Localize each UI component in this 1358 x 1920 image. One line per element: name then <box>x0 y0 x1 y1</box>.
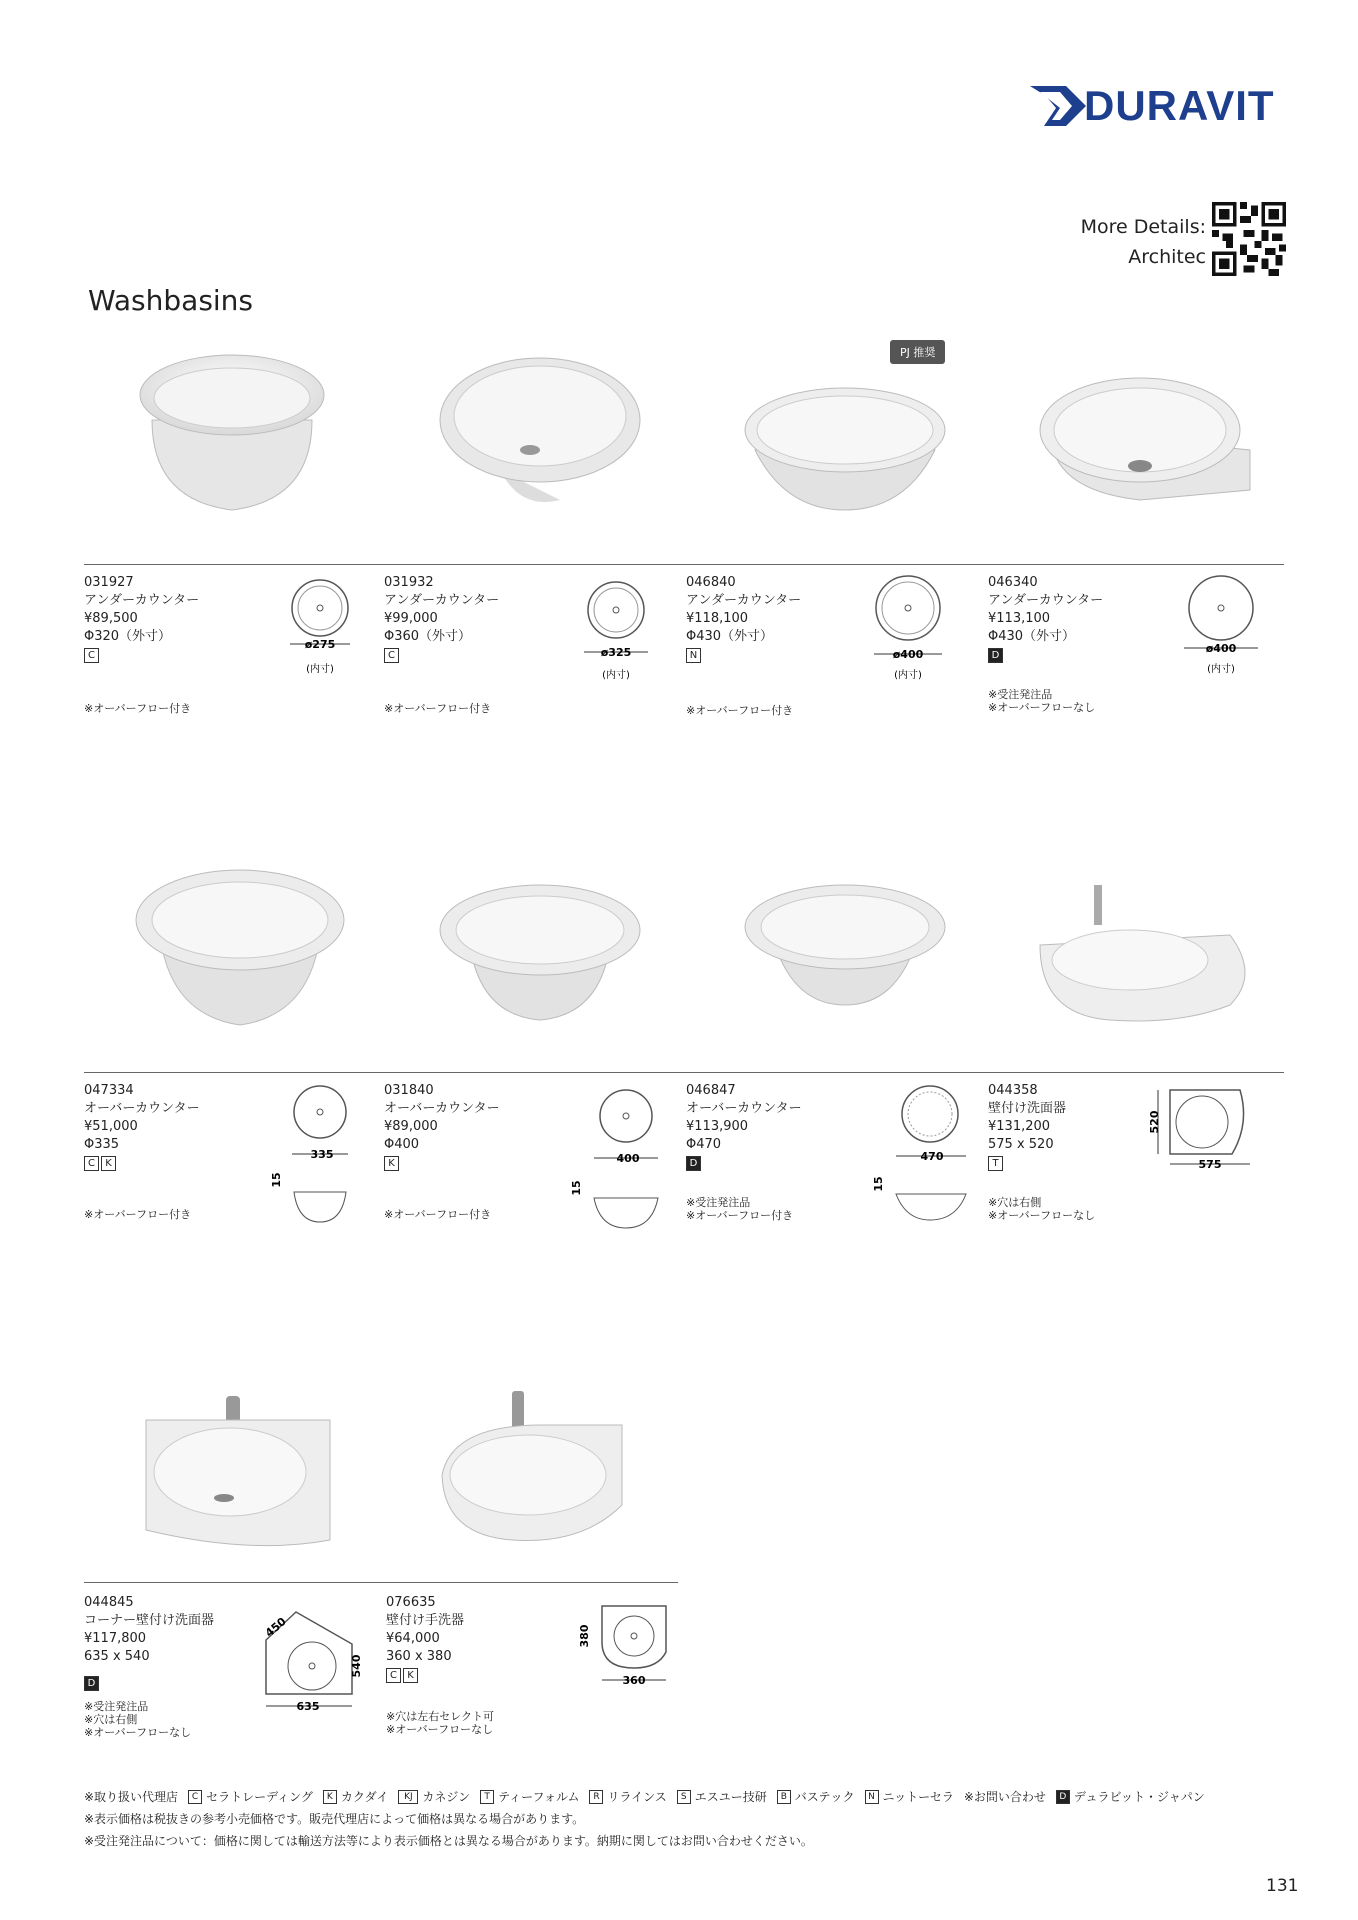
product-notes-046340 <box>988 688 1095 714</box>
product-notes-031840 <box>384 1208 491 1221</box>
dealer-tag: D <box>84 1676 99 1691</box>
product-price: ¥99,000 <box>384 611 438 626</box>
product-info-044358 <box>988 1082 1066 1171</box>
note: ※穴は右側 <box>988 1196 1042 1209</box>
product-price: ¥117,800 <box>84 1631 147 1646</box>
dimension-label: 335 <box>310 1148 334 1161</box>
product-info-046847 <box>686 1082 802 1171</box>
product-info-031932 <box>384 574 499 663</box>
note: ※受注発注品 <box>988 688 1053 701</box>
note: ※受注発注品 <box>84 1700 149 1713</box>
legend-item: C セラトレーディング <box>188 1786 313 1808</box>
dealer-tag: K <box>101 1156 116 1171</box>
product-code: 047334 <box>84 1083 134 1098</box>
duravit-bird-icon <box>1026 78 1090 134</box>
brand-logo <box>1026 78 1286 134</box>
dealer-tag: C <box>84 648 99 663</box>
legend-item: N ニットーセラ <box>865 1786 954 1808</box>
note: ※穴は左右セレクト可 <box>386 1710 494 1723</box>
product-price: ¥131,200 <box>988 1119 1051 1134</box>
product-size: 575 x 520 <box>988 1137 1054 1152</box>
note: ※穴は右側 <box>84 1713 138 1726</box>
height-label: 15 <box>872 1176 885 1192</box>
legend-item: KJ カネジン <box>398 1786 470 1808</box>
product-notes-046840 <box>686 704 793 717</box>
depth-label: 450 <box>262 1614 289 1640</box>
product-type: オーバーカウンター <box>686 1101 802 1116</box>
product-code: 046340 <box>988 575 1038 590</box>
product-size: Φ320（外寸） <box>84 629 172 644</box>
product-price: ¥113,100 <box>988 611 1051 626</box>
inner-label: (内寸) <box>1207 664 1235 675</box>
dealer-tag: K <box>384 1156 399 1171</box>
note: ※オーバーフロー付き <box>84 702 192 715</box>
legend-item: R リラインス <box>589 1786 666 1808</box>
footer-notes <box>84 1786 1274 1852</box>
diagram-031927 <box>284 578 356 678</box>
product-size: Φ360（外寸） <box>384 629 472 644</box>
legend-item-duravit: D デュラビット・ジャパン <box>1056 1786 1205 1808</box>
product-notes-031932 <box>384 702 491 715</box>
row-divider-1 <box>84 564 1284 565</box>
legend-prefix: ※取り扱い代理店 <box>84 1790 179 1804</box>
product-type: コーナー壁付け洗面器 <box>84 1613 215 1628</box>
diagram-046340 <box>1180 572 1262 678</box>
product-price: ¥113,900 <box>686 1119 749 1134</box>
product-size: 360 x 380 <box>386 1649 452 1664</box>
dimension-label: 635 <box>296 1700 320 1713</box>
dealer-legend <box>84 1786 1274 1808</box>
qr-code[interactable] <box>1212 202 1286 276</box>
inner-label: (内寸) <box>306 664 334 675</box>
product-code: 031840 <box>384 1083 434 1098</box>
diagram-076635 <box>578 1602 674 1688</box>
product-info-046340 <box>988 574 1103 663</box>
product-price: ¥64,000 <box>386 1631 440 1646</box>
product-photo-046847 <box>725 875 965 1055</box>
product-photo-044845 <box>130 1390 370 1570</box>
product-photo-046840 <box>725 370 965 550</box>
legend-item: S エスユー技研 <box>677 1786 767 1808</box>
product-price: ¥118,100 <box>686 611 749 626</box>
height-label: 15 <box>570 1180 583 1196</box>
height-label: 15 <box>270 1172 283 1188</box>
height-label: 540 <box>350 1654 363 1678</box>
pj-recommended-badge: PJ 推奨 <box>890 340 945 364</box>
dealer-tag: C <box>386 1668 401 1683</box>
product-type: アンダーカウンター <box>384 593 500 608</box>
row-divider-3 <box>84 1582 678 1583</box>
product-size: Φ470 <box>686 1137 722 1152</box>
product-type: オーバーカウンター <box>84 1101 200 1116</box>
note: ※オーバーフロー付き <box>384 702 492 715</box>
more-details <box>1030 212 1206 272</box>
product-notes-044845 <box>84 1700 191 1739</box>
note: ※オーバーフロー付き <box>686 704 794 717</box>
diagram-046840 <box>868 572 948 684</box>
product-price: ¥89,500 <box>84 611 138 626</box>
note: ※オーバーフローなし <box>988 1209 1096 1222</box>
product-code: 046840 <box>686 575 736 590</box>
product-code: 046847 <box>686 1083 736 1098</box>
product-info-046840 <box>686 574 801 663</box>
brand-name: DURAVIT <box>1084 82 1275 129</box>
note: ※受注発注品 <box>686 1196 751 1209</box>
product-size: Φ430（外寸） <box>686 629 774 644</box>
product-price: ¥89,000 <box>384 1119 438 1134</box>
product-info-044845 <box>84 1594 214 1691</box>
dealer-tag: C <box>384 648 399 663</box>
product-notes-047334 <box>84 1208 191 1221</box>
product-notes-031927 <box>84 702 191 715</box>
dimension-label: ø275 <box>304 638 336 651</box>
product-type: オーバーカウンター <box>384 1101 500 1116</box>
diagram-031932 <box>580 578 652 684</box>
dimension-label: 360 <box>622 1674 646 1687</box>
note: ※オーバーフロー付き <box>384 1208 492 1221</box>
inner-label: (内寸) <box>894 670 922 681</box>
dealer-tag: D <box>686 1156 701 1171</box>
page-number: 131 <box>1266 1876 1299 1896</box>
product-photo-031932 <box>420 350 660 530</box>
dealer-tag: C <box>84 1156 99 1171</box>
more-details-line1: More Details: <box>1080 216 1206 238</box>
product-code: 044358 <box>988 1083 1038 1098</box>
product-photo-047334 <box>120 865 360 1045</box>
dimension-label: 575 <box>1198 1158 1222 1171</box>
product-type: 壁付け洗面器 <box>988 1101 1067 1116</box>
legend-item: B バステック <box>777 1786 855 1808</box>
product-size: Φ335 <box>84 1137 120 1152</box>
product-price: ¥51,000 <box>84 1119 138 1134</box>
dealer-tag: N <box>686 648 701 663</box>
inner-label: (内寸) <box>602 670 630 681</box>
product-size: Φ400 <box>384 1137 420 1152</box>
product-code: 031927 <box>84 575 134 590</box>
price-note: ※表示価格は税抜きの参考小売価格です。販売代理店によって価格は異なる場合があります。 <box>84 1812 585 1826</box>
height-label: 380 <box>578 1624 591 1648</box>
diagram-044358 <box>1150 1084 1256 1174</box>
product-info-031840 <box>384 1082 500 1171</box>
more-details-line2: Architec <box>1128 246 1206 268</box>
dimension-label: ø400 <box>1205 642 1237 655</box>
dimension-label: ø400 <box>892 648 924 661</box>
note: ※オーバーフローなし <box>84 1726 192 1739</box>
product-type: アンダーカウンター <box>988 593 1104 608</box>
product-code: 044845 <box>84 1595 134 1610</box>
note: ※オーバーフローなし <box>386 1723 494 1736</box>
diagram-044845 <box>256 1604 368 1716</box>
section-title: Washbasins <box>88 284 254 317</box>
dealer-tag: K <box>403 1668 418 1683</box>
note: ※オーバーフローなし <box>988 701 1096 714</box>
product-type: 壁付け手洗器 <box>386 1613 465 1628</box>
dealer-tag: D <box>988 648 1003 663</box>
product-notes-044358 <box>988 1196 1095 1222</box>
product-photo-046340 <box>1030 370 1270 550</box>
product-notes-076635 <box>386 1710 494 1736</box>
height-label: 520 <box>1148 1110 1161 1134</box>
product-type: アンダーカウンター <box>84 593 200 608</box>
product-notes-046847 <box>686 1196 793 1222</box>
order-note: ※受注発注品について：価格に関しては輸送方法等により表示価格とは異なる場合があります。納期に関してはお問い合わせください。 <box>84 1834 813 1848</box>
diagram-031840 <box>572 1088 668 1234</box>
note: ※オーバーフロー付き <box>84 1208 192 1221</box>
product-code: 031932 <box>384 575 434 590</box>
legend-item: K カクダイ <box>323 1786 389 1808</box>
dimension-label: ø325 <box>600 646 632 659</box>
product-info-031927 <box>84 574 199 663</box>
row-divider-2 <box>84 1072 1284 1073</box>
legend-item: T ティーフォルム <box>480 1786 579 1808</box>
product-size: 635 x 540 <box>84 1649 150 1664</box>
dimension-label: 470 <box>920 1150 944 1163</box>
diagram-047334 <box>272 1084 362 1228</box>
product-photo-076635 <box>432 1385 672 1565</box>
product-photo-031840 <box>420 875 660 1055</box>
note: ※オーバーフロー付き <box>686 1209 794 1222</box>
product-photo-031927 <box>112 350 352 530</box>
product-photo-044358 <box>1030 875 1270 1055</box>
legend-contact: ※お問い合わせ <box>963 1790 1046 1804</box>
dealer-tag: T <box>988 1156 1003 1171</box>
product-info-076635 <box>386 1594 464 1683</box>
product-type: アンダーカウンター <box>686 593 802 608</box>
diagram-046847 <box>874 1084 974 1228</box>
dimension-label: 400 <box>616 1152 640 1165</box>
product-info-047334 <box>84 1082 200 1171</box>
product-size: Φ430（外寸） <box>988 629 1076 644</box>
product-code: 076635 <box>386 1595 436 1610</box>
